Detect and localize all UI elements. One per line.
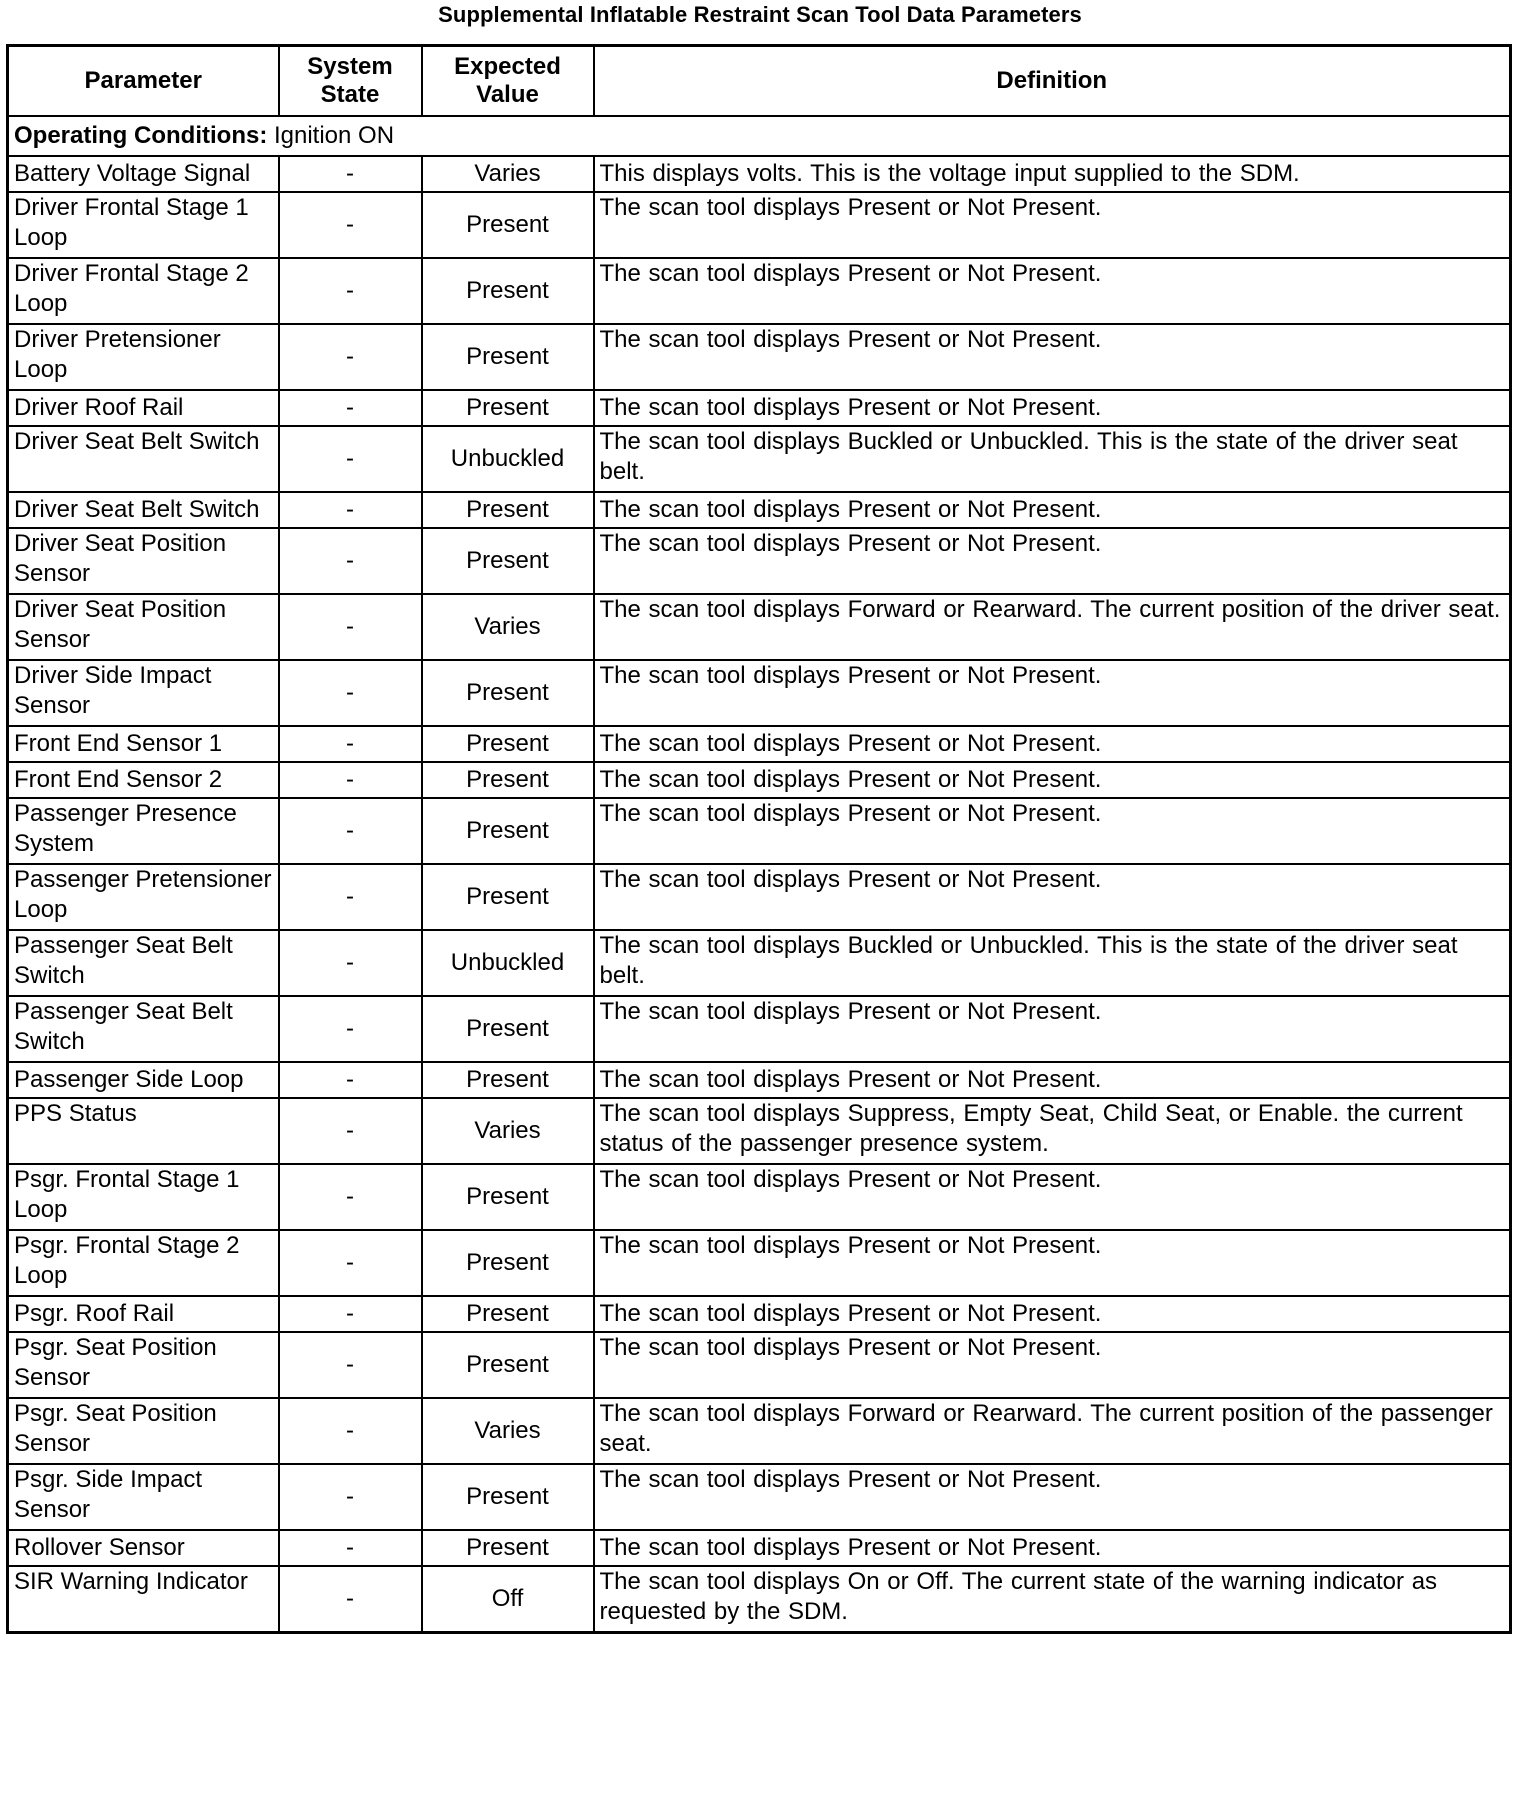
expected-value-cell: Present bbox=[422, 1296, 594, 1332]
column-header-definition: Definition bbox=[594, 46, 1511, 117]
parameter-cell: Psgr. Frontal Stage 2 Loop bbox=[8, 1230, 279, 1296]
table-row bbox=[8, 1062, 1511, 1098]
scan-tool-parameters-table bbox=[6, 44, 1512, 1634]
definition-cell: The scan tool displays Present or Not Present. bbox=[594, 492, 1511, 528]
parameter-cell: Rollover Sensor bbox=[8, 1530, 279, 1566]
system-state-cell: - bbox=[279, 726, 422, 762]
definition-cell: The scan tool displays Present or Not Present. bbox=[594, 1464, 1511, 1530]
expected-value-cell: Present bbox=[422, 864, 594, 930]
system-state-cell: - bbox=[279, 1098, 422, 1164]
parameter-cell: Passenger Pretensioner Loop bbox=[8, 864, 279, 930]
expected-value-cell: Varies bbox=[422, 594, 594, 660]
system-state-cell: - bbox=[279, 1062, 422, 1098]
parameter-cell: Front End Sensor 2 bbox=[8, 762, 279, 798]
expected-value-cell: Present bbox=[422, 660, 594, 726]
table-row bbox=[8, 1566, 1511, 1633]
system-state-cell: - bbox=[279, 798, 422, 864]
parameter-cell: Psgr. Seat Position Sensor bbox=[8, 1398, 279, 1464]
operating-conditions-row bbox=[8, 116, 1511, 156]
definition-cell: The scan tool displays Present or Not Present. bbox=[594, 192, 1511, 258]
table-row bbox=[8, 390, 1511, 426]
system-state-cell: - bbox=[279, 930, 422, 996]
header-row bbox=[8, 46, 1511, 117]
definition-cell: The scan tool displays On or Off. The current state of the warning indicator as requested by the SDM. bbox=[594, 1566, 1511, 1633]
table-row bbox=[8, 594, 1511, 660]
definition-cell: The scan tool displays Forward or Rearward. The current position of the passenger seat. bbox=[594, 1398, 1511, 1464]
table-row bbox=[8, 930, 1511, 996]
expected-value-cell: Off bbox=[422, 1566, 594, 1633]
parameter-cell: Psgr. Frontal Stage 1 Loop bbox=[8, 1164, 279, 1230]
expected-value-cell: Present bbox=[422, 324, 594, 390]
expected-value-cell: Present bbox=[422, 390, 594, 426]
operating-conditions-value: Ignition ON bbox=[273, 122, 395, 149]
column-header-system-state: System State bbox=[279, 46, 422, 117]
parameter-cell: Front End Sensor 1 bbox=[8, 726, 279, 762]
system-state-cell: - bbox=[279, 660, 422, 726]
definition-cell: This displays volts. This is the voltage input supplied to the SDM. bbox=[594, 156, 1511, 192]
system-state-cell: - bbox=[279, 492, 422, 528]
definition-cell: The scan tool displays Present or Not Present. bbox=[594, 1296, 1511, 1332]
table-row bbox=[8, 192, 1511, 258]
expected-value-cell: Unbuckled bbox=[422, 930, 594, 996]
expected-value-cell: Present bbox=[422, 1332, 594, 1398]
system-state-cell: - bbox=[279, 324, 422, 390]
parameter-cell: Driver Side Impact Sensor bbox=[8, 660, 279, 726]
expected-value-cell: Present bbox=[422, 1230, 594, 1296]
table-row bbox=[8, 726, 1511, 762]
system-state-cell: - bbox=[279, 156, 422, 192]
system-state-cell: - bbox=[279, 192, 422, 258]
definition-cell: The scan tool displays Buckled or Unbuckled. This is the state of the driver seat belt. bbox=[594, 426, 1511, 492]
definition-cell: The scan tool displays Present or Not Present. bbox=[594, 1530, 1511, 1566]
table-row bbox=[8, 1098, 1511, 1164]
system-state-cell: - bbox=[279, 1164, 422, 1230]
definition-cell: The scan tool displays Present or Not Present. bbox=[594, 798, 1511, 864]
parameter-cell: Psgr. Roof Rail bbox=[8, 1296, 279, 1332]
table-title: Supplemental Inflatable Restraint Scan Tool Data Parameters bbox=[438, 2, 1082, 27]
expected-value-cell: Unbuckled bbox=[422, 426, 594, 492]
parameter-cell: Driver Seat Belt Switch bbox=[8, 426, 279, 492]
definition-cell: The scan tool displays Present or Not Present. bbox=[594, 1230, 1511, 1296]
definition-cell: The scan tool displays Buckled or Unbuckled. This is the state of the driver seat belt. bbox=[594, 930, 1511, 996]
definition-cell: The scan tool displays Present or Not Present. bbox=[594, 324, 1511, 390]
system-state-cell: - bbox=[279, 762, 422, 798]
parameter-cell: Driver Seat Belt Switch bbox=[8, 492, 279, 528]
expected-value-cell: Present bbox=[422, 192, 594, 258]
parameter-cell: Psgr. Side Impact Sensor bbox=[8, 1464, 279, 1530]
table-row bbox=[8, 426, 1511, 492]
table-row bbox=[8, 156, 1511, 192]
expected-value-cell: Present bbox=[422, 492, 594, 528]
expected-value-cell: Present bbox=[422, 1164, 594, 1230]
parameter-cell: Driver Seat Position Sensor bbox=[8, 528, 279, 594]
definition-cell: The scan tool displays Present or Not Present. bbox=[594, 762, 1511, 798]
table-row bbox=[8, 1332, 1511, 1398]
operating-conditions-cell bbox=[8, 116, 1511, 156]
parameter-cell: Psgr. Seat Position Sensor bbox=[8, 1332, 279, 1398]
parameter-cell: Driver Seat Position Sensor bbox=[8, 594, 279, 660]
expected-value-cell: Varies bbox=[422, 1398, 594, 1464]
table-row bbox=[8, 1164, 1511, 1230]
parameter-cell: Driver Pretensioner Loop bbox=[8, 324, 279, 390]
expected-value-cell: Present bbox=[422, 1530, 594, 1566]
system-state-cell: - bbox=[279, 258, 422, 324]
expected-value-cell: Present bbox=[422, 1464, 594, 1530]
parameter-cell: Driver Frontal Stage 1 Loop bbox=[8, 192, 279, 258]
system-state-cell: - bbox=[279, 1530, 422, 1566]
definition-cell: The scan tool displays Present or Not Present. bbox=[594, 996, 1511, 1062]
parameter-cell: Driver Roof Rail bbox=[8, 390, 279, 426]
table-row bbox=[8, 762, 1511, 798]
expected-value-cell: Present bbox=[422, 762, 594, 798]
parameter-cell: PPS Status bbox=[8, 1098, 279, 1164]
expected-value-cell: Present bbox=[422, 528, 594, 594]
table-row bbox=[8, 1464, 1511, 1530]
parameter-cell: Passenger Side Loop bbox=[8, 1062, 279, 1098]
definition-cell: The scan tool displays Present or Not Present. bbox=[594, 726, 1511, 762]
table-row bbox=[8, 660, 1511, 726]
operating-conditions-label: Operating Conditions: bbox=[14, 122, 268, 149]
definition-cell: The scan tool displays Present or Not Present. bbox=[594, 1062, 1511, 1098]
parameter-cell: Driver Frontal Stage 2 Loop bbox=[8, 258, 279, 324]
definition-cell: The scan tool displays Present or Not Present. bbox=[594, 390, 1511, 426]
system-state-cell: - bbox=[279, 1332, 422, 1398]
system-state-cell: - bbox=[279, 528, 422, 594]
system-state-cell: - bbox=[279, 390, 422, 426]
system-state-cell: - bbox=[279, 594, 422, 660]
system-state-cell: - bbox=[279, 1230, 422, 1296]
column-header-expected-value: Expected Value bbox=[422, 46, 594, 117]
system-state-cell: - bbox=[279, 1398, 422, 1464]
table-row bbox=[8, 324, 1511, 390]
definition-cell: The scan tool displays Present or Not Present. bbox=[594, 1164, 1511, 1230]
parameter-cell: Passenger Seat Belt Switch bbox=[8, 930, 279, 996]
expected-value-cell: Present bbox=[422, 798, 594, 864]
system-state-cell: - bbox=[279, 1464, 422, 1530]
table-row bbox=[8, 1398, 1511, 1464]
table-row bbox=[8, 1296, 1511, 1332]
table-row bbox=[8, 492, 1511, 528]
system-state-cell: - bbox=[279, 1296, 422, 1332]
table-row bbox=[8, 1230, 1511, 1296]
table-row bbox=[8, 1530, 1511, 1566]
system-state-cell: - bbox=[279, 996, 422, 1062]
system-state-cell: - bbox=[279, 426, 422, 492]
parameter-cell: Passenger Presence System bbox=[8, 798, 279, 864]
table-row bbox=[8, 528, 1511, 594]
definition-cell: The scan tool displays Forward or Rearward. The current position of the driver seat. bbox=[594, 594, 1511, 660]
parameter-cell: Battery Voltage Signal bbox=[8, 156, 279, 192]
definition-cell: The scan tool displays Present or Not Present. bbox=[594, 864, 1511, 930]
parameter-cell: SIR Warning Indicator bbox=[8, 1566, 279, 1633]
parameter-cell: Passenger Seat Belt Switch bbox=[8, 996, 279, 1062]
definition-cell: The scan tool displays Suppress, Empty Seat, Child Seat, or Enable. the current status of the passenger presence system. bbox=[594, 1098, 1511, 1164]
expected-value-cell: Present bbox=[422, 726, 594, 762]
system-state-cell: - bbox=[279, 864, 422, 930]
system-state-cell: - bbox=[279, 1566, 422, 1633]
definition-cell: The scan tool displays Present or Not Present. bbox=[594, 258, 1511, 324]
table-row bbox=[8, 864, 1511, 930]
column-header-parameter: Parameter bbox=[8, 46, 279, 117]
expected-value-cell: Varies bbox=[422, 1098, 594, 1164]
expected-value-cell: Present bbox=[422, 1062, 594, 1098]
definition-cell: The scan tool displays Present or Not Present. bbox=[594, 1332, 1511, 1398]
definition-cell: The scan tool displays Present or Not Present. bbox=[594, 528, 1511, 594]
expected-value-cell: Varies bbox=[422, 156, 594, 192]
table-row bbox=[8, 258, 1511, 324]
table-row bbox=[8, 996, 1511, 1062]
table-row bbox=[8, 798, 1511, 864]
definition-cell: The scan tool displays Present or Not Present. bbox=[594, 660, 1511, 726]
expected-value-cell: Present bbox=[422, 258, 594, 324]
expected-value-cell: Present bbox=[422, 996, 594, 1062]
